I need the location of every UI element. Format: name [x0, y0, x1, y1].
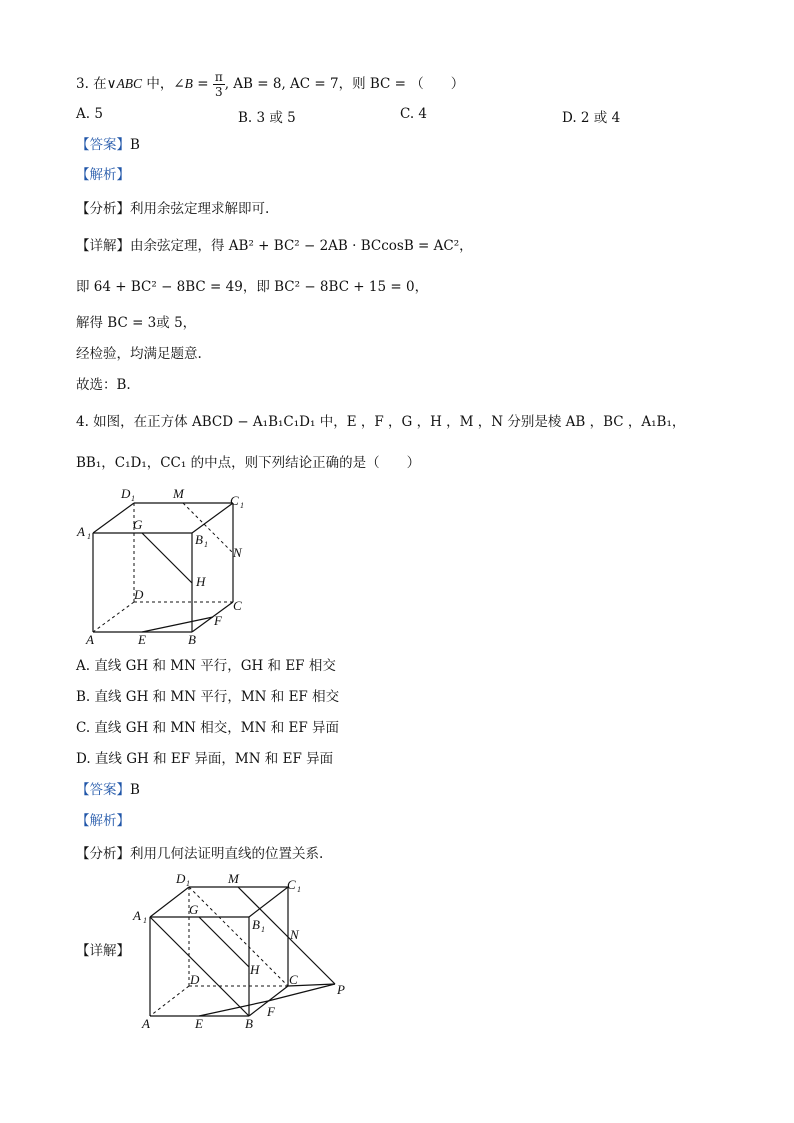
q3-xiangjie-line3: 解得 BC = 3或 5，	[76, 315, 197, 331]
q3-option-c: C. 4	[400, 106, 428, 122]
label-g: G	[133, 517, 143, 532]
label-c: C	[289, 972, 298, 987]
q4-xiangjie-tag: 【详解】	[76, 943, 130, 959]
q3-option-a: A. 5	[76, 106, 103, 122]
q3-option-d: D. 2 或 4	[562, 110, 621, 126]
label-p: P	[337, 982, 345, 997]
q4-option-b: B. 直线 GH 和 MN 平行，MN 和 EF 相交	[76, 689, 340, 705]
label-d1: D	[176, 871, 186, 886]
label-b1-sub: 1	[204, 540, 208, 549]
label-h: H	[250, 962, 260, 977]
q4-fenxi: 【分析】利用几何法证明直线的位置关系.	[76, 846, 324, 862]
label-h: H	[196, 574, 206, 589]
label-a1-sub: 1	[143, 916, 147, 925]
label-b: B	[245, 1016, 253, 1031]
q4-option-d: D. 直线 GH 和 EF 异面，MN 和 EF 异面	[76, 751, 334, 767]
label-f: F	[214, 613, 222, 628]
label-m: M	[228, 871, 239, 886]
q4-option-a: A. 直线 GH 和 MN 平行，GH 和 EF 相交	[76, 658, 336, 674]
q4-option-c: C. 直线 GH 和 MN 相交，MN 和 EF 异面	[76, 720, 340, 736]
label-b: B	[188, 632, 196, 647]
q3-jiexi: 【解析】	[76, 167, 130, 183]
q3-option-b: B. 3 或 5	[238, 110, 296, 126]
label-b1: B	[252, 917, 260, 932]
label-d1-sub: 1	[131, 494, 135, 503]
q4-stem-line2: BB₁，C₁D₁，CC₁ 的中点，则下列结论正确的是（ ）	[76, 455, 421, 471]
cube-figure-1	[70, 480, 270, 655]
label-a: A	[142, 1016, 150, 1031]
label-n: N	[233, 545, 242, 560]
label-b1-sub: 1	[261, 925, 265, 934]
label-c1-sub: 1	[240, 501, 244, 510]
label-d: D	[190, 972, 200, 987]
pi-over-3-fraction: $\frac{\pi}{3}$	[214, 70, 223, 99]
figure-1-vertex-labels	[76, 486, 244, 647]
q3-xiangjie-line5: 故选：B.	[76, 377, 131, 393]
label-a1-sub: 1	[87, 532, 91, 541]
q3-xiangjie-line2: 即 64 + BC² − 8BC = 49，即 BC² − 8BC + 15 = 0，	[76, 279, 429, 295]
label-e: E	[195, 1016, 203, 1031]
label-f: F	[267, 1004, 275, 1019]
label-c: C	[233, 598, 242, 613]
label-b1: B	[195, 532, 203, 547]
q3-xiangjie-line4: 经检验，均满足题意.	[76, 346, 202, 362]
label-c1: C	[287, 877, 296, 892]
label-a1: A	[77, 524, 85, 539]
q3-answer: 【答案】B	[76, 137, 140, 153]
q3-xiangjie-line1: 【详解】由余弦定理，得 AB² + BC² − 2AB · BCcosB = AC²，	[76, 238, 473, 254]
label-n: N	[290, 927, 299, 942]
label-d1: D	[121, 486, 131, 501]
label-m: M	[173, 486, 184, 501]
q4-answer: 【答案】B	[76, 782, 140, 798]
label-c1: C	[230, 493, 239, 508]
q3-stem: 3. 在∨ABC 中，∠B = $\frac{\pi}{3}$ , AB = 8, AC = 7，则 BC = （ ）	[76, 70, 465, 99]
q4-jiexi: 【解析】	[76, 813, 130, 829]
label-a1: A	[133, 908, 141, 923]
label-g: G	[189, 902, 199, 917]
label-d: D	[134, 587, 144, 602]
label-d1-sub: 1	[186, 879, 190, 888]
label-a: A	[86, 632, 94, 647]
label-e: E	[138, 632, 146, 647]
q4-stem-line1: 4. 如图，在正方体 ABCD − A₁B₁C₁D₁ 中，E ，F ，G ，H ，M ，N 分别是棱 AB ，BC ，A₁B₁，	[76, 414, 686, 430]
label-c1-sub: 1	[297, 885, 301, 894]
q3-fenxi: 【分析】利用余弦定理求解即可.	[76, 201, 270, 217]
cube-figure-2	[125, 866, 355, 1036]
